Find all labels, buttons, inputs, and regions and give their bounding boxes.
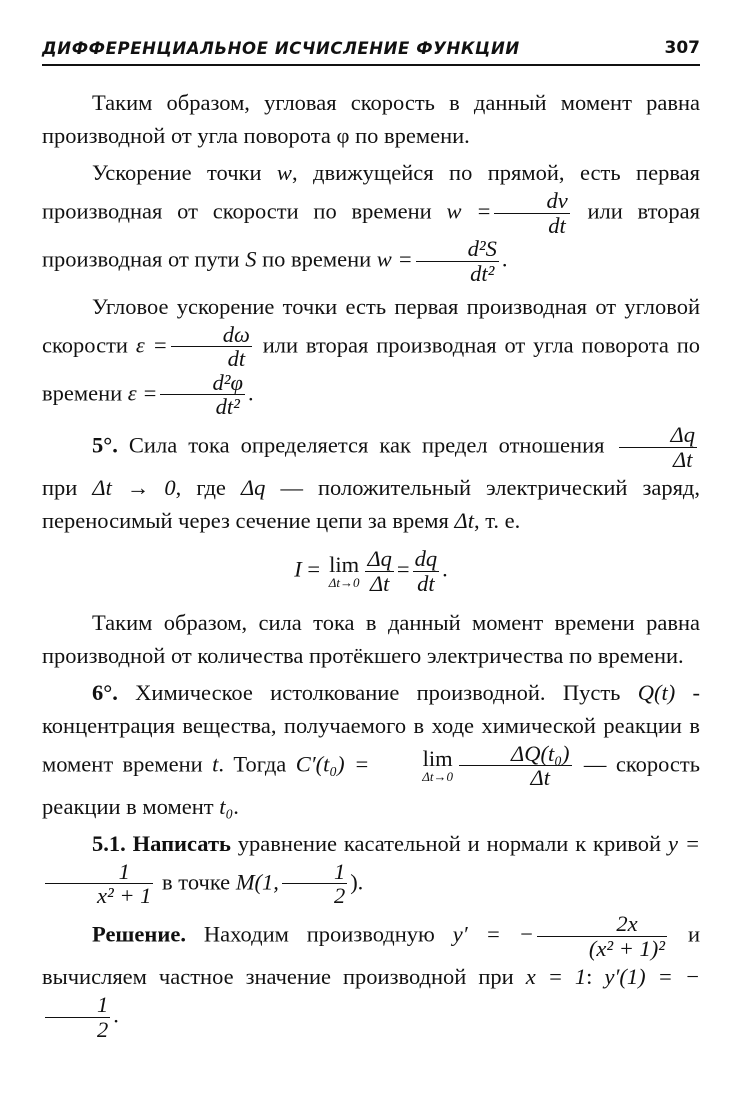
fraction-d2phi-dt2	[160, 371, 244, 419]
fraction-denominator: dt	[417, 570, 435, 596]
fraction-numerator: 1	[282, 860, 347, 885]
math-w-eq: w =	[446, 198, 492, 224]
math-point-M: M(1,	[235, 869, 279, 895]
paragraph-text: Таким образом, сила тока в данный момент времени равна производной от количества протёкшего электричества по времени.	[42, 609, 700, 668]
text-run: и вычисляем частное значение производной при	[42, 921, 700, 990]
fraction-denominator: Δt	[673, 446, 693, 472]
paragraph-angular-acceleration: Угловое ускорение точки есть первая производная от угловой скорости ε = $\frac{d\omega}{dt}$ или вторая производная от угла поворота по времени ε = $\frac{\text{d²φ}}{\text{dt²}}$ .	[42, 293, 700, 420]
text-run: - концентрация вещества, получаемого в ходе химической реакции в момент времени	[42, 679, 700, 776]
limit-word: lim	[329, 551, 360, 577]
fraction-numerator: 2x	[537, 912, 667, 937]
math-eps-eq: ε =	[127, 380, 158, 406]
fraction-denominator: dt	[548, 212, 566, 238]
fraction-denominator: (x² + 1)²	[588, 935, 666, 961]
page-header	[42, 30, 700, 66]
limit-subscript: Δt→0	[328, 575, 360, 591]
fraction-d2S-dt2	[416, 237, 499, 285]
fraction-denominator: 2	[333, 883, 346, 909]
math-t0: t₀	[219, 793, 234, 819]
math-var: w	[446, 198, 462, 224]
fraction-numerator: dω	[171, 323, 252, 348]
fraction-curve	[45, 860, 153, 908]
fraction-domega-dt	[171, 323, 252, 371]
text-run: уравнение касательной и нормали к кривой	[230, 830, 668, 856]
text-run: по времени	[256, 246, 377, 272]
math-x-eq-1: x = 1	[525, 964, 587, 990]
text-run: , т. е.	[473, 508, 521, 534]
problem-verb: Написать	[132, 830, 231, 856]
text-run: Химическое истолкование производной. Пусть	[117, 679, 638, 705]
section-label: 6°.	[92, 679, 118, 705]
math-eps-eq: ε =	[135, 331, 168, 357]
fraction-denominator: dt²	[215, 394, 240, 420]
fraction-denominator: dt²	[470, 260, 495, 286]
fraction-derivative	[537, 912, 667, 960]
fraction-dv-dt	[494, 189, 569, 237]
limit-operator	[372, 745, 454, 785]
math-var: ε	[127, 380, 137, 406]
math-y-eq: y =	[667, 830, 700, 856]
text-run: Сила тока определяется как предел отношения	[117, 432, 616, 458]
fraction-numerator: d²S	[416, 237, 499, 262]
limit-operator	[328, 551, 360, 591]
text-run: в точке	[156, 869, 236, 895]
problem-number: 5.1.	[92, 830, 126, 856]
text-run: Ускорение точки	[92, 160, 277, 185]
formula-current: I = lim Δt→0 $\frac{\Delta q}{\Delta t}$ = $\frac{dq}{dt}$ .	[294, 546, 448, 596]
text-run: при	[42, 475, 93, 501]
math-yprime-at-1: y′(1) = −	[604, 964, 701, 990]
solution-label: Решение.	[92, 921, 186, 947]
page-body	[42, 86, 700, 1046]
fraction-numerator: Δq	[619, 423, 697, 448]
math-w: w	[276, 160, 292, 185]
math-S: S	[245, 246, 257, 272]
text-run: — скорость реакции в момент	[42, 750, 701, 819]
text-run: . Тогда	[218, 750, 296, 776]
fraction-denominator: x² + 1	[97, 883, 152, 909]
paragraph-chemical: 6°. Химическое истолкование производной. Пусть Q(t) - концентрация вещества, получаемого в ходе химической реакции в момент времени t. Тогда C′(t₀) = lim Δt→0 $\frac{\text{ΔQ(t₀)}}{\Delta t}$ — скорость реакции в момент t₀.	[42, 679, 701, 819]
fraction-numerator: Δq	[367, 546, 392, 572]
fraction-numerator: 1	[45, 860, 153, 885]
fraction-numerator: ΔQ(t₀)	[459, 742, 572, 767]
fraction-denominator: 2	[97, 1016, 109, 1042]
math-dq: Δq	[240, 475, 266, 501]
fraction-numerator: dv	[494, 189, 569, 214]
fraction-dq-dt	[619, 423, 697, 471]
text-run: Угловое ускорение точки есть первая производная от угловой скорости	[42, 293, 700, 357]
fraction-denominator: dt	[227, 346, 246, 372]
running-title: ДИФФЕРЕНЦИАЛЬНОЕ ИСЧИСЛЕНИЕ ФУНКЦИИ	[42, 39, 520, 58]
math-w-eq: w =	[376, 246, 413, 272]
fraction-numerator: d²φ	[160, 371, 244, 396]
paragraph-current	[42, 423, 700, 537]
math-t: t	[212, 750, 219, 776]
paragraph-current-conclusion	[42, 606, 700, 672]
fraction-dQ-dt	[459, 742, 572, 790]
fraction-dq-dt-diff	[413, 547, 440, 595]
math-var: ε	[135, 331, 145, 357]
paragraph-acceleration: Ускорение точки w, движущейся по прямой, есть первая производная от скорости по времени w = $\frac{dv}{dt}$ или вторая производная от пути S по времени w = $\frac{\text{d²S}}{\text{dt²}}$ .	[42, 160, 700, 286]
paragraph-angular-velocity	[42, 86, 700, 152]
fraction-denominator: Δt	[369, 570, 390, 596]
fraction-minus-half	[45, 993, 110, 1041]
text-run: , движущейся по прямой, есть первая производная от скорости по времени	[42, 160, 700, 224]
limit-subscript: Δt→0	[422, 769, 454, 785]
math-Cprime: C′(t₀) =	[295, 750, 370, 776]
text-run: Находим производную	[185, 921, 453, 947]
fraction-denominator: Δt	[530, 765, 550, 791]
math-dt: Δt	[454, 508, 474, 534]
math-yprime-eq: y′ = −	[452, 921, 534, 947]
math-var: w	[376, 246, 392, 272]
text-run: — положительный электрический заряд, переносимый через сечение цепи за время	[42, 475, 700, 534]
page-number: 307	[664, 38, 700, 58]
text-run: , где	[175, 475, 241, 501]
paragraph-problem: 5.1. Написать уравнение касательной и нормали к кривой y = $\frac{1}{\text{x² + 1}}$ в точке M(1, $\frac{1}{2}$ ).	[42, 827, 700, 908]
math-condition: Δt → 0	[92, 475, 176, 501]
fraction-half	[282, 860, 347, 908]
text-run: или вторая производная от угла поворота по времени	[42, 331, 700, 406]
limit-word: lim	[422, 745, 453, 771]
paragraph-solution: Решение. Находим производную y′ = − $\frac{2x}{\text{(x² + 1)²}}$ и вычисляем частное значение производной при x = 1: y′(1) = − $\frac{1}{2}$ .	[42, 911, 701, 1042]
text-run: или вторая производная от пути	[42, 198, 700, 272]
math-Qt: Q(t)	[637, 679, 676, 705]
fraction-dq-dt-big	[365, 547, 393, 595]
paragraph-text: Таким образом, угловая скорость в данный момент равна производной от угла поворота φ по времени.	[42, 90, 700, 148]
section-label: 5°.	[92, 432, 118, 458]
fraction-numerator: 1	[45, 993, 110, 1018]
math-I: I	[294, 556, 302, 582]
fraction-numerator: dq	[414, 546, 438, 572]
